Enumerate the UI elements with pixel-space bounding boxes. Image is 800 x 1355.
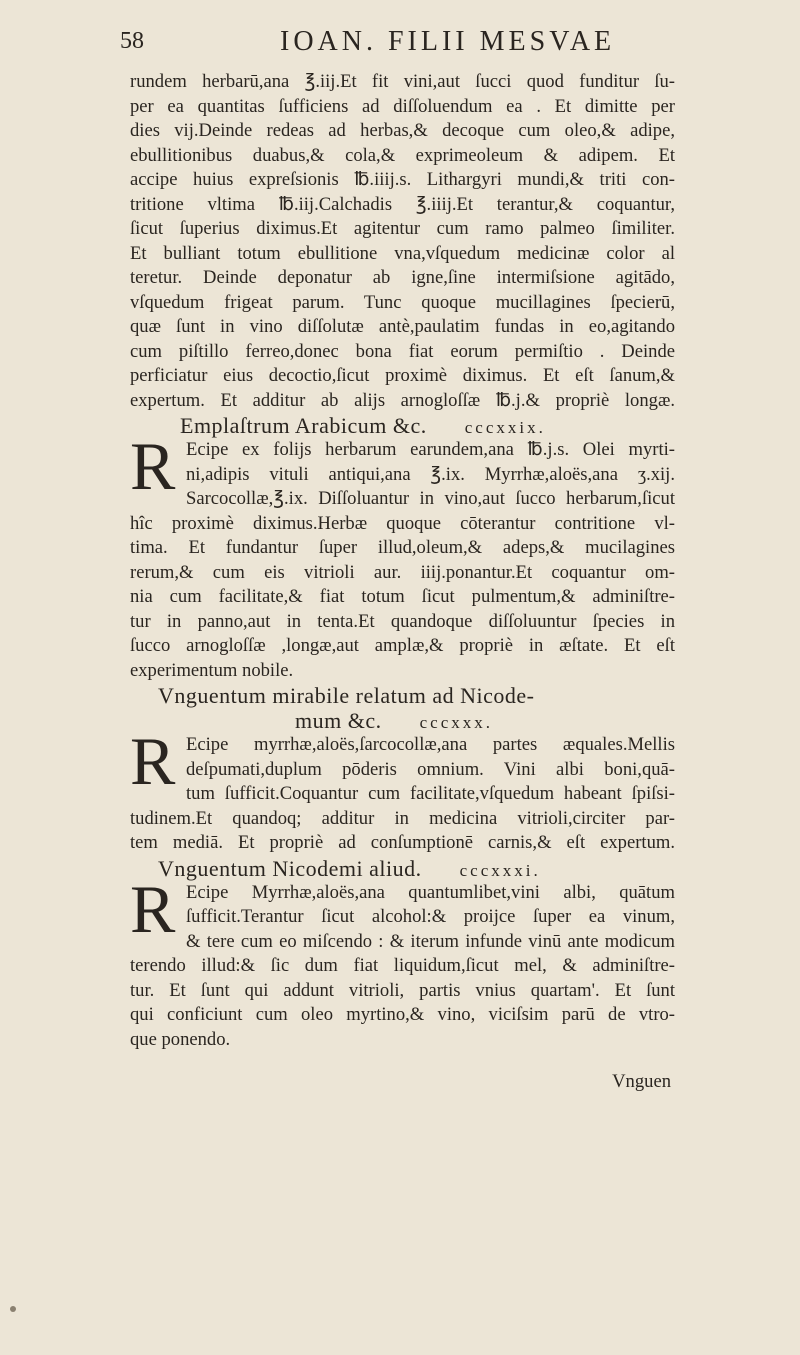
text-line: ſucco arnogloſſæ ,longæ,aut amplæ,& propriè in æſtate. Et eſt	[130, 635, 675, 656]
text-line: hîc proximè diximus.Herbæ quoque cōterantur contritione vl-	[130, 512, 675, 534]
text-line: Ecipe myrrhæ,aloës,ſarcocollæ,ana partes æquales.Mellis	[186, 734, 675, 755]
text-line: tritione vltima ℔.iij.Calchadis ℥.iiij.Et terantur,& coquantur,	[130, 193, 675, 215]
heading-title: Emplaſtrum Arabicum &c.	[180, 413, 427, 438]
text-block	[130, 70, 675, 1095]
section-heading	[130, 683, 675, 708]
paragraph-2	[130, 428, 675, 683]
text-line: tudinem.Et quandoq; additur in medicina vitrioli,circiter par-	[130, 807, 675, 829]
section-number: cccxxix.	[464, 418, 546, 437]
section-number: cccxxx.	[419, 713, 493, 732]
drop-cap: R	[130, 870, 176, 947]
text-line: rundem herbarū,ana ℥.iij.Et fit vini,aut ſucci quod funditur ſu-	[130, 71, 675, 92]
paper-speck	[10, 1306, 16, 1312]
text-line: terendo illud:& ſic dum fiat liquidum,ſicut mel, & adminiſtre-	[130, 955, 675, 976]
text-line: nia cum facilitate,& fiat totum ſicut pulmentum,& adminiſtre-	[130, 586, 675, 607]
text-line: quæ ſunt in vino diſſolutæ antè,paulatim fundas in eo,agitando	[130, 316, 675, 337]
page-header	[120, 26, 680, 62]
paragraph-1	[130, 70, 675, 413]
text-line: vſquedum frigeat parum. Tunc quoque mucillagines ſpecierū,	[130, 291, 675, 313]
text-line: Ecipe Myrrhæ,aloës,ana quantumlibet,vini albi, quātum	[186, 881, 675, 903]
text-line: tima. Et fundantur ſuper illud,oleum,& adeps,& mucilagines	[130, 537, 675, 558]
text-line: Et bulliant totum ebullitione vna,vſquedum medicinæ color al	[130, 242, 675, 264]
text-line: cum piſtillo ferreo,donec bona fiat eorum permiſtio . Deinde	[130, 340, 675, 362]
section-heading-continued	[130, 708, 675, 733]
heading-title: mum &c.	[295, 708, 382, 733]
text-line: & tere cum eo miſcendo : & iterum infunde vinū ante modicum	[186, 930, 675, 952]
text-line: accipe huius expreſsionis ℔.iiij.s. Lithargyri mundi,& triti con-	[130, 169, 675, 190]
drop-cap: R	[130, 428, 176, 504]
section-heading	[130, 856, 675, 881]
text-line: per ea quantitas ſufficiens ad diſſoluendum ea . Et dimitte per	[130, 95, 675, 117]
page-number: 58	[120, 28, 144, 54]
section-heading	[130, 413, 675, 438]
text-line: teretur. Deinde deponatur ab igne,ſine intermiſsione agitādo,	[130, 267, 675, 288]
text-line: tem mediā. Et propriè ad conſumptionē carnis,& eſt expertum.	[130, 832, 675, 853]
text-line: qui conficiunt cum oleo myrtino,& vino, viciſsim parū de vtro-	[130, 1004, 675, 1025]
text-line: rerum,& cum eis vitrioli aur. iiij.ponantur.Et coquantur om-	[130, 561, 675, 583]
text-line: dies vij.Deinde redeas ad herbas,& decoque cum oleo,& adipe,	[130, 120, 675, 141]
running-title: IOAN. FILII MESVAE	[280, 26, 616, 57]
text-line: ni,adipis vituli antiqui,ana ℥.ix. Myrrhæ,aloës,ana ʒ.xij.	[186, 463, 675, 485]
section-number: cccxxxi.	[459, 860, 541, 880]
paragraph-3	[130, 723, 675, 856]
text-line: expertum. Et additur ab alijs arnogloſſæ ℔.j.& propriè longæ.	[130, 389, 675, 411]
text-line: tur. Et ſunt qui addunt vitrioli, partis vnius quartam'. Et ſunt	[130, 979, 675, 1001]
catchword: Vnguen	[612, 1071, 671, 1092]
text-line: perficiatur eius decoctio,ſicut proximè diximus. Et eſt ſanum,&	[130, 365, 675, 386]
heading-title: Vnguentum Nicodemi aliud.	[158, 855, 422, 881]
text-line: ebullitionibus duabus,& cola,& exprimeoleum & adipem. Et	[130, 144, 675, 166]
text-line: Ecipe ex folijs herbarum earundem,ana ℔.j.s. Olei myrti-	[186, 439, 675, 460]
text-line: que ponendo.	[130, 1028, 231, 1050]
text-line: tum ſufficit.Coquantur cum facilitate,vſquedum habeant ſpiſsi-	[186, 783, 675, 804]
text-line: experimentum nobile.	[130, 659, 294, 681]
drop-cap: R	[130, 723, 176, 799]
heading-title: Vnguentum mirabile relatum ad Nicode-	[158, 683, 535, 708]
text-line: Sarcocollæ,℥.ix. Diſſoluantur in vino,aut ſucco herbarum,ſicut	[186, 488, 675, 509]
text-line: ſicut ſuperius diximus.Et agitentur cum ramo palmeo ſimiliter.	[130, 218, 675, 239]
text-line: ſufficit.Terantur ſicut alcohol:& proijce ſuper ea vinum,	[186, 906, 675, 927]
text-line: deſpumati,duplum pōderis omnium. Vini albi boni,quā-	[186, 758, 675, 780]
text-line: tur in panno,aut in tenta.Et quandoque diſſoluuntur ſpecies in	[130, 610, 675, 632]
